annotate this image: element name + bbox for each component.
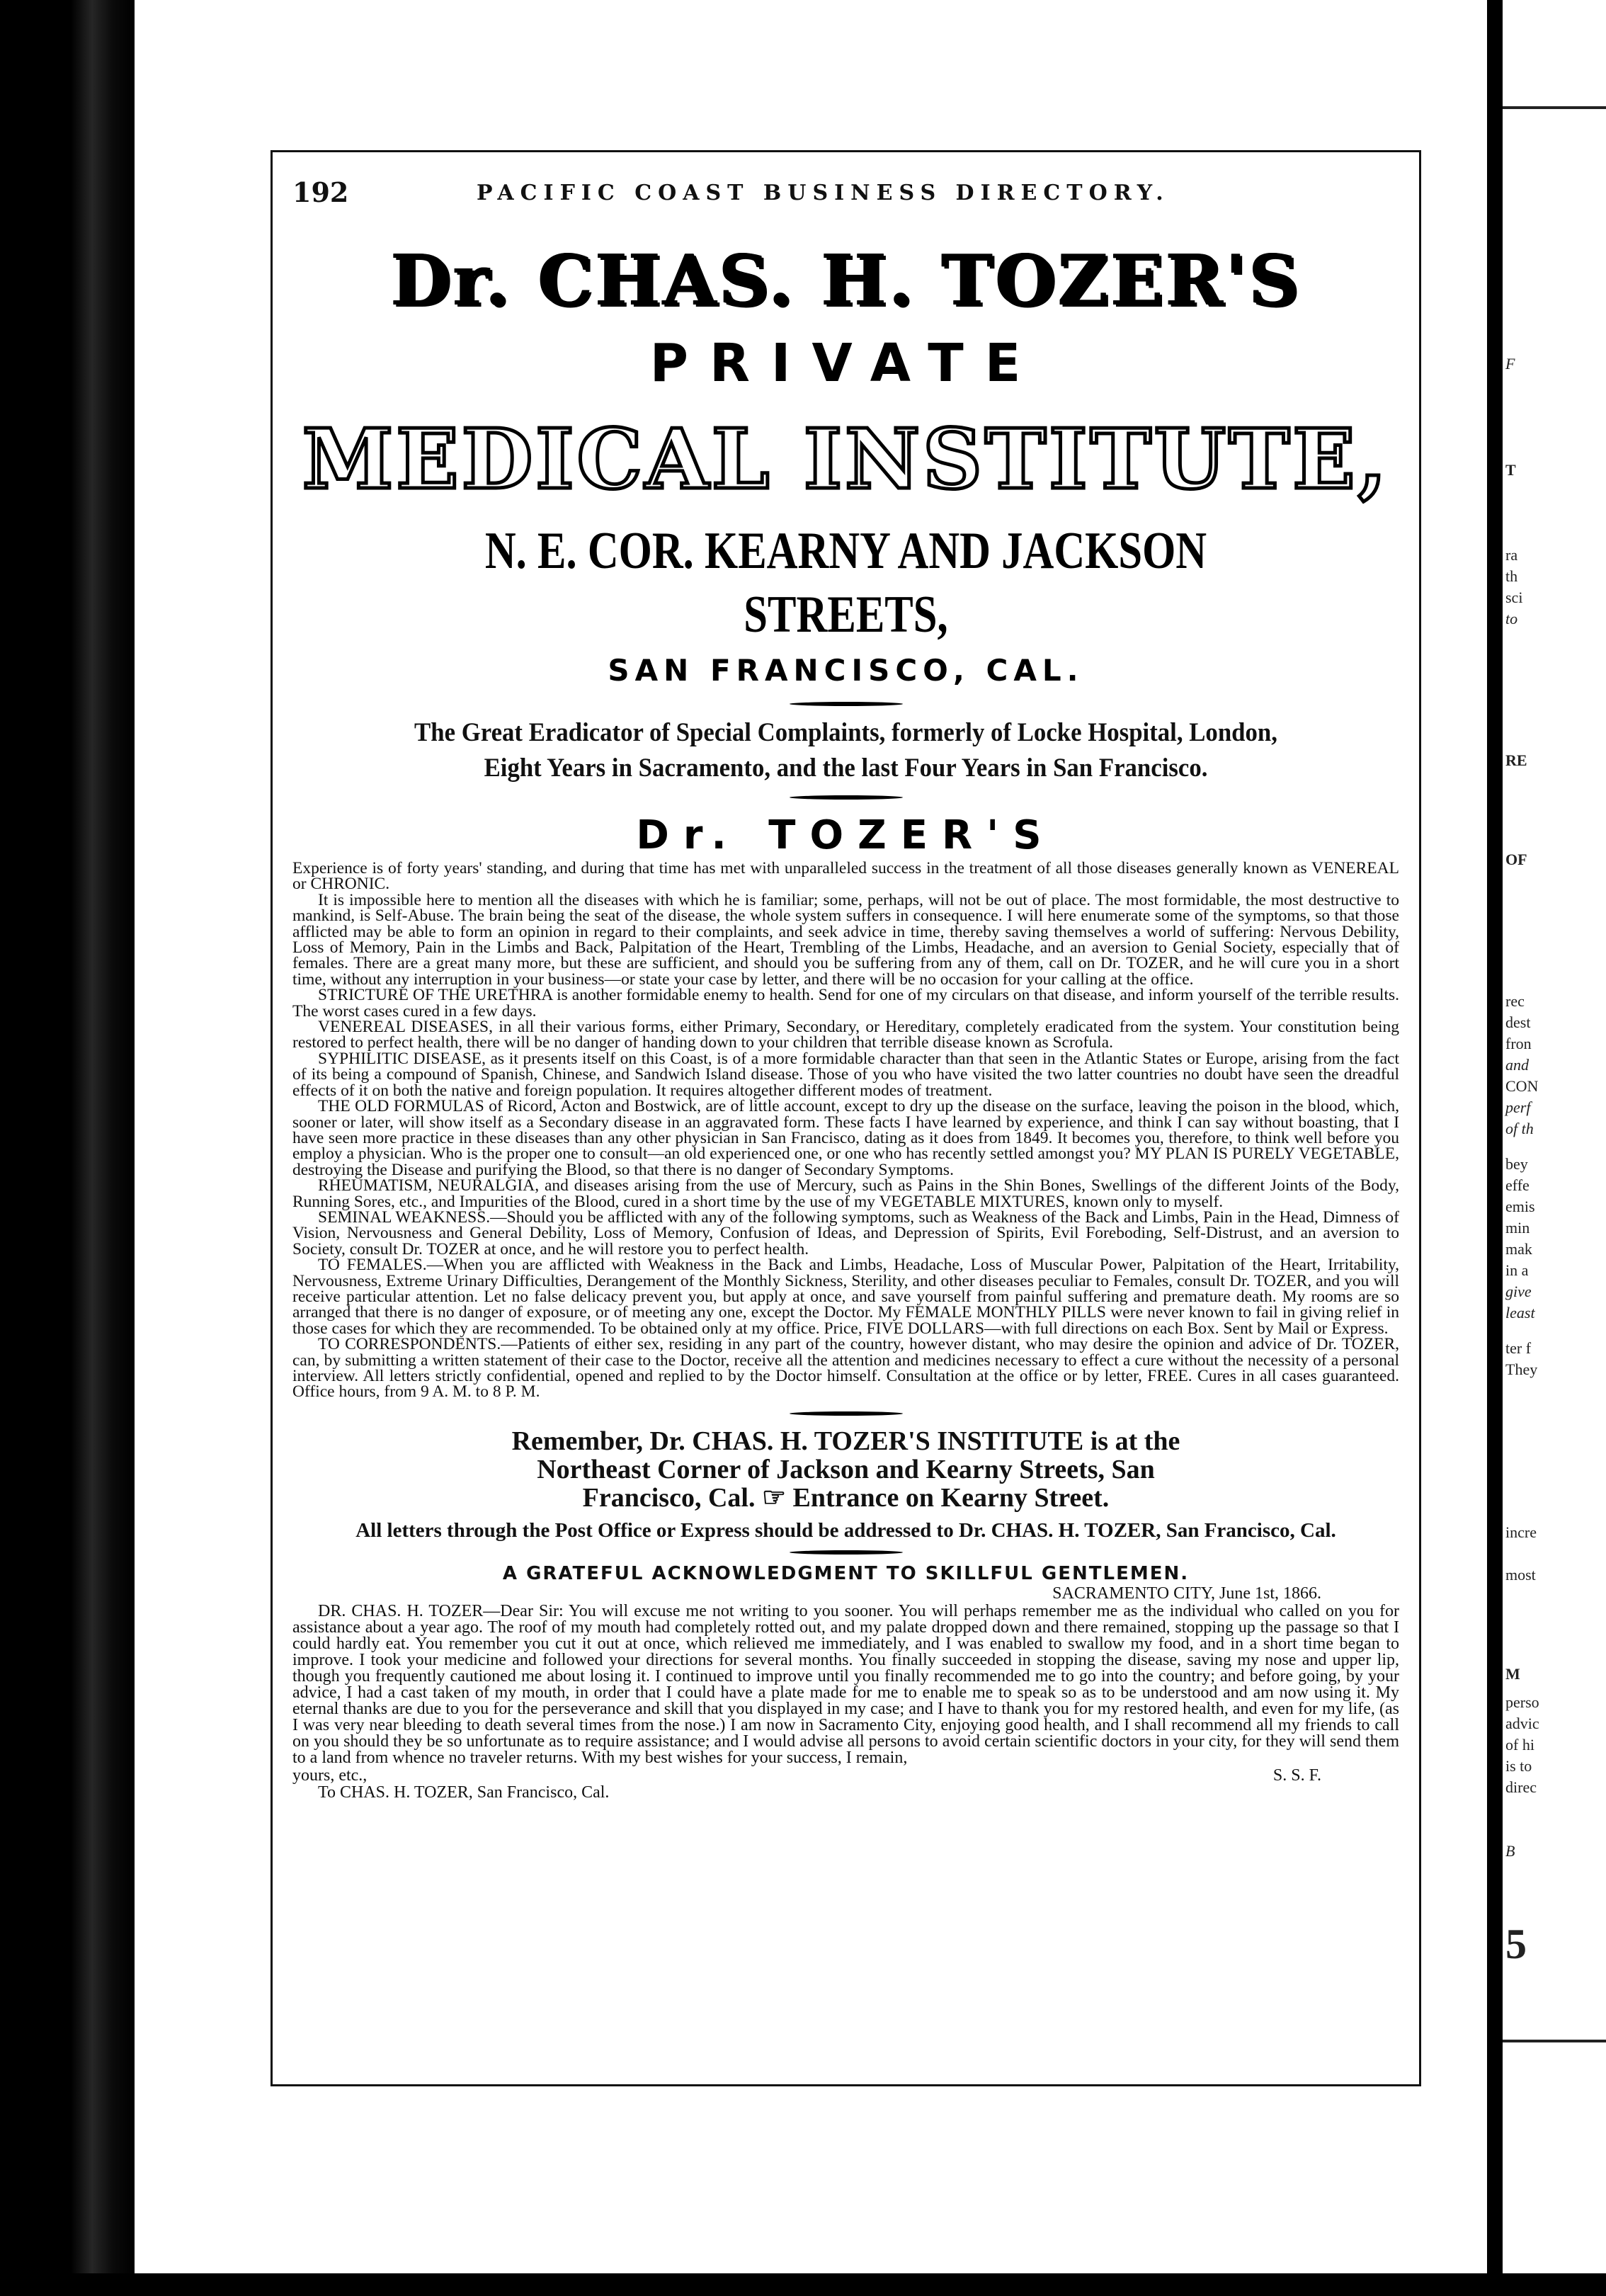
divider — [790, 702, 903, 706]
adjacent-text: emis — [1505, 1198, 1535, 1215]
page-number: 192 — [292, 176, 349, 208]
divider — [790, 1411, 903, 1416]
adjacent-text: OF — [1505, 851, 1527, 868]
scan-binding-edge — [0, 0, 135, 2296]
letter-signature — [292, 1766, 1399, 1783]
letter-addressee: To CHAS. H. TOZER, San Francisco, Cal. — [318, 1783, 610, 1802]
tagline-line-1: The Great Eradicator of Special Complaints, formerly of Locke Hospital, London, — [414, 718, 1277, 747]
adjacent-text: of th — [1505, 1120, 1534, 1137]
adjacent-text: T — [1505, 461, 1516, 479]
adjacent-text: to — [1505, 610, 1518, 627]
adjacent-text: They — [1505, 1360, 1538, 1378]
divider — [790, 795, 903, 800]
adjacent-text: direc — [1505, 1778, 1537, 1796]
remember-line-2: Northeast Corner of Jackson and Kearny Streets, San — [537, 1454, 1155, 1484]
address-heading: N. E. COR. KEARNY AND JACKSON STREETS, — [484, 522, 1207, 644]
adjacent-text: mak — [1505, 1240, 1532, 1258]
adjacent-text: 5 — [1505, 1921, 1527, 1967]
adjacent-text: least — [1505, 1304, 1535, 1322]
advert-body — [292, 860, 1399, 1400]
scan-gutter — [1487, 0, 1503, 2296]
adjacent-text: dest — [1505, 1013, 1531, 1031]
adjacent-text: min — [1505, 1219, 1530, 1237]
body-paragraph: Experience is of forty years' standing, and during that time has met with unparalleled success in the treatment of all those diseases generally known as VENEREAL or CHRONIC. — [292, 859, 1399, 894]
city-heading: SAN FRANCISCO, CAL. — [608, 653, 1084, 688]
adjacent-rule — [1503, 106, 1606, 109]
adjacent-page-fragment — [1503, 0, 1606, 2296]
adjacent-text: RE — [1505, 751, 1527, 769]
post-office-line: All letters through the Post Office or Express should be addressed to Dr. CHAS. H. TOZER, San Francisco, Cal. — [355, 1518, 1336, 1542]
letter-closing: yours, etc., — [292, 1766, 368, 1785]
adjacent-text: ter f — [1505, 1339, 1532, 1357]
adjacent-text: th — [1505, 567, 1518, 585]
adjacent-text: effe — [1505, 1176, 1530, 1194]
adjacent-text: sci — [1505, 589, 1523, 606]
body-paragraph: THE OLD FORMULAS of Ricord, Acton and Bostwick, are of little account, except to dry up the disease on the surface, leaving the poison in the blood, which, sooner or later, will show itself as a Secondary disease in an aggravated form. These facts I have learned by experience, and think I can say without boasting, that I have seen more practice in these diseases than any other physician in San Francisco, dating as it does from 1849. It becomes you, therefore, to think well before you employ a physician. Who is the proper one to consult—an old experienced one, or one who has recently settled amongst you? MY PLAN IS PURELY VEGETABLE, destroying the Disease and purifying the Blood, so that there is no danger of Secondary Symptoms. — [292, 1097, 1399, 1179]
body-paragraph: It is impossible here to mention all the diseases with which he is familiar; some, perhaps, will not be out of place. The most formidable, the most destructive to mankind, is Self-Abuse. The brain being the seat of the disease, the whole system suffers in consequence. I will here enumerate some of the symptoms, so that those afflicted may be able to form an opinion in regard to their complaints, and seek advice in time, thereby saving themselves a world of suffering: Nervous Debility, Loss of Memory, Pain in the Limbs and Back, Palpitation of the Heart, Trembling of the Limbs, Headache, and an aversion to Genial Society, especially that of females. There are a great many more, but these are sufficient, and should you be suffering from any of them, call on Dr. TOZER, and he will cure you in a short time, without any interruption in your business—or state your case by letter, and there will be no occasion for your calling at the office. — [292, 890, 1399, 989]
running-title: PACIFIC COAST BUSINESS DIRECTORY. — [477, 181, 1170, 205]
running-head — [292, 152, 1399, 223]
body-paragraph: TO FEMALES.—When you are afflicted with Weakness in the Back and Limbs, Headache, Loss of Muscular Power, Palpitation of the Heart, Irritability, Nervousness, Extreme Urinary Difficulties, Derangement of the Monthly Sickness, Sterility, and other diseases peculiar to Females, consult Dr. TOZER, and you will receive particular attention. Let no false delicacy prevent you, but apply at once, and save yourself from painful suffering and premature death. My rooms are so arranged that there is no danger of exposure, or of meeting any one, except the Doctor. My FEMALE MONTHLY PILLS were never known to fail in giving relief in those cases for which they are recommended. To be obtained only at my office. Price, FIVE DOLLARS—with full directions on each Box. Sent by Mail or Express. — [292, 1256, 1399, 1338]
adjacent-text: most — [1505, 1566, 1536, 1584]
adjacent-text: bey — [1505, 1155, 1528, 1173]
adjacent-text: in a — [1505, 1261, 1529, 1279]
adjacent-rule — [1503, 2040, 1606, 2042]
body-paragraph: TO CORRESPONDENTS.—Patients of either sex, residing in any part of the country, however distant, who may desire the opinion and advice of Dr. TOZER, can, by submitting a written statement of their case to the Doctor, receive all the attention and medicines necessary to effect a cure without the necessity of a personal interview. All letters strictly confidential, opened and replied to by the Doctor himself. Consultation at the office or by letter, FREE. Cures in all cases guaranteed. Office hours, from 9 A. M. to 8 P. M. — [292, 1335, 1399, 1402]
adjacent-text: rec — [1505, 992, 1525, 1010]
adjacent-text: incre — [1505, 1523, 1537, 1541]
adjacent-text: CON — [1505, 1077, 1539, 1095]
body-paragraph: STRICTURE OF THE URETHRA is another formidable enemy to health. Send for one of my circulars on that disease, and inform yourself of the terrible results. The worst cases cured in a few days. — [292, 986, 1399, 1021]
body-paragraph: SYPHILITIC DISEASE, as it presents itself on this Coast, is of a more formidable character than that seen in the Atlantic States or Europe, arising from the fact of its being a compound of Spanish, Chinese, and Sandwich Island disease. Those of you who have visited the two latter countries no doubt have seen the dreadful effects of it on both the native and foreign population. It requires altogether different modes of treatment. — [292, 1049, 1399, 1100]
scan-bottom-edge — [0, 2273, 1606, 2296]
institute-heading: MEDICAL INSTITUTE, — [302, 411, 1390, 508]
adjacent-text: is to — [1505, 1757, 1532, 1775]
adjacent-text: perso — [1505, 1693, 1539, 1711]
advertisement-frame — [270, 150, 1421, 2086]
doctor-name-heading: Dr. CHAS. H. TOZER'S — [390, 240, 1302, 322]
letter-initials: S. S. F. — [1272, 1766, 1321, 1785]
body-paragraph: RHEUMATISM, NEURALGIA, and diseases arising from the use of Mercury, such as Pains in the Shin Bones, Swellings of the different Joints of the Body, Running Sores, etc., and Impurities of the Blood, cured in a short time by the use of my VEGETABLE MIXTURES, known only to myself. — [292, 1176, 1399, 1211]
remember-line-3: Francisco, Cal. ☞ Entrance on Kearny Street. — [582, 1482, 1110, 1513]
remember-line-1: Remember, Dr. CHAS. H. TOZER'S INSTITUTE is at the — [511, 1426, 1180, 1456]
divider — [790, 1550, 903, 1555]
adjacent-text: ra — [1505, 546, 1518, 564]
body-paragraph: SEMINAL WEAKNESS.—Should you be afflicted with any of the following symptoms, such as Weakness of the Back and Limbs, Pain in the Head, Dimness of Vision, Nervousness and General Debility, Loss of Memory, Confusion of Ideas, and Depression of Spirits, Evil Foreboding, Self-Distrust, and an aversion to Society, consult Dr. TOZER at once, and he will restore you to perfect health. — [292, 1207, 1399, 1258]
letter-body: DR. CHAS. H. TOZER—Dear Sir: You will excuse me not writing to you sooner. You will perhaps remember me as the individual who called on you for assistance about a year ago. The roof of my mouth had completely rotted out, and my palate dropped down and there remained, stopping up the passage so that I could hardly eat. You remember you cut it out at once, which relieved me immediately, and I was enabled to swallow my food, and in a short time began to improve. I took your medicine and followed your directions for several months. You finally succeeded in stopping the disease, saving my nose and upper lip, though you frequently cautioned me about losing it. I continued to improve until you finally recommended me to go into the country; and before going, by your advice, I had a cast taken of my mouth, in order that I could have a plate made for me to enable me to speak so as to be understood and am now using it. My eternal thanks are due to you for the perseverance and skill that you displayed in my case; and I have to thank you for my restored health, and even for my life, (as I was very near bleeding to death several times from the nose.) I am now in Sacramento City, enjoying good health, and I shall recommend all my friends to call on you should they be so unfortunate as to require assistance; and I would advise all persons to avoid certain scientific doctors in your city, for they will send them to a land from whence no traveler returns. With my best wishes for your success, I remain, — [292, 1601, 1399, 1767]
adjacent-text: and — [1505, 1056, 1529, 1074]
acknowledgment-date: SACRAMENTO CITY, June 1st, 1866. — [1052, 1584, 1321, 1603]
adjacent-text: advic — [1505, 1715, 1539, 1732]
adjacent-text: of hi — [1505, 1736, 1534, 1754]
acknowledgment-title: A GRATEFUL ACKNOWLEDGMENT TO SKILLFUL GENTLEMEN. — [502, 1562, 1190, 1584]
section-heading: Dr. TOZER'S — [636, 812, 1056, 858]
adjacent-text: M — [1505, 1665, 1520, 1683]
adjacent-text: fron — [1505, 1035, 1532, 1052]
private-heading: PRIVATE — [649, 333, 1042, 394]
tagline-line-2: Eight Years in Sacramento, and the last Four Years in San Francisco. — [484, 754, 1208, 783]
adjacent-text: F — [1505, 355, 1515, 373]
adjacent-text: perf — [1505, 1098, 1531, 1116]
adjacent-text: give — [1505, 1283, 1532, 1300]
adjacent-text: B — [1505, 1842, 1515, 1860]
body-paragraph: VENEREAL DISEASES, in all their various forms, either Primary, Secondary, or Hereditary, completely eradicated from the system. Your constitution being restored to perfect health, there will be no danger of handing down to your children that terrible disease known as Scrofula. — [292, 1018, 1399, 1052]
acknowledgment-letter — [292, 1603, 1399, 1766]
